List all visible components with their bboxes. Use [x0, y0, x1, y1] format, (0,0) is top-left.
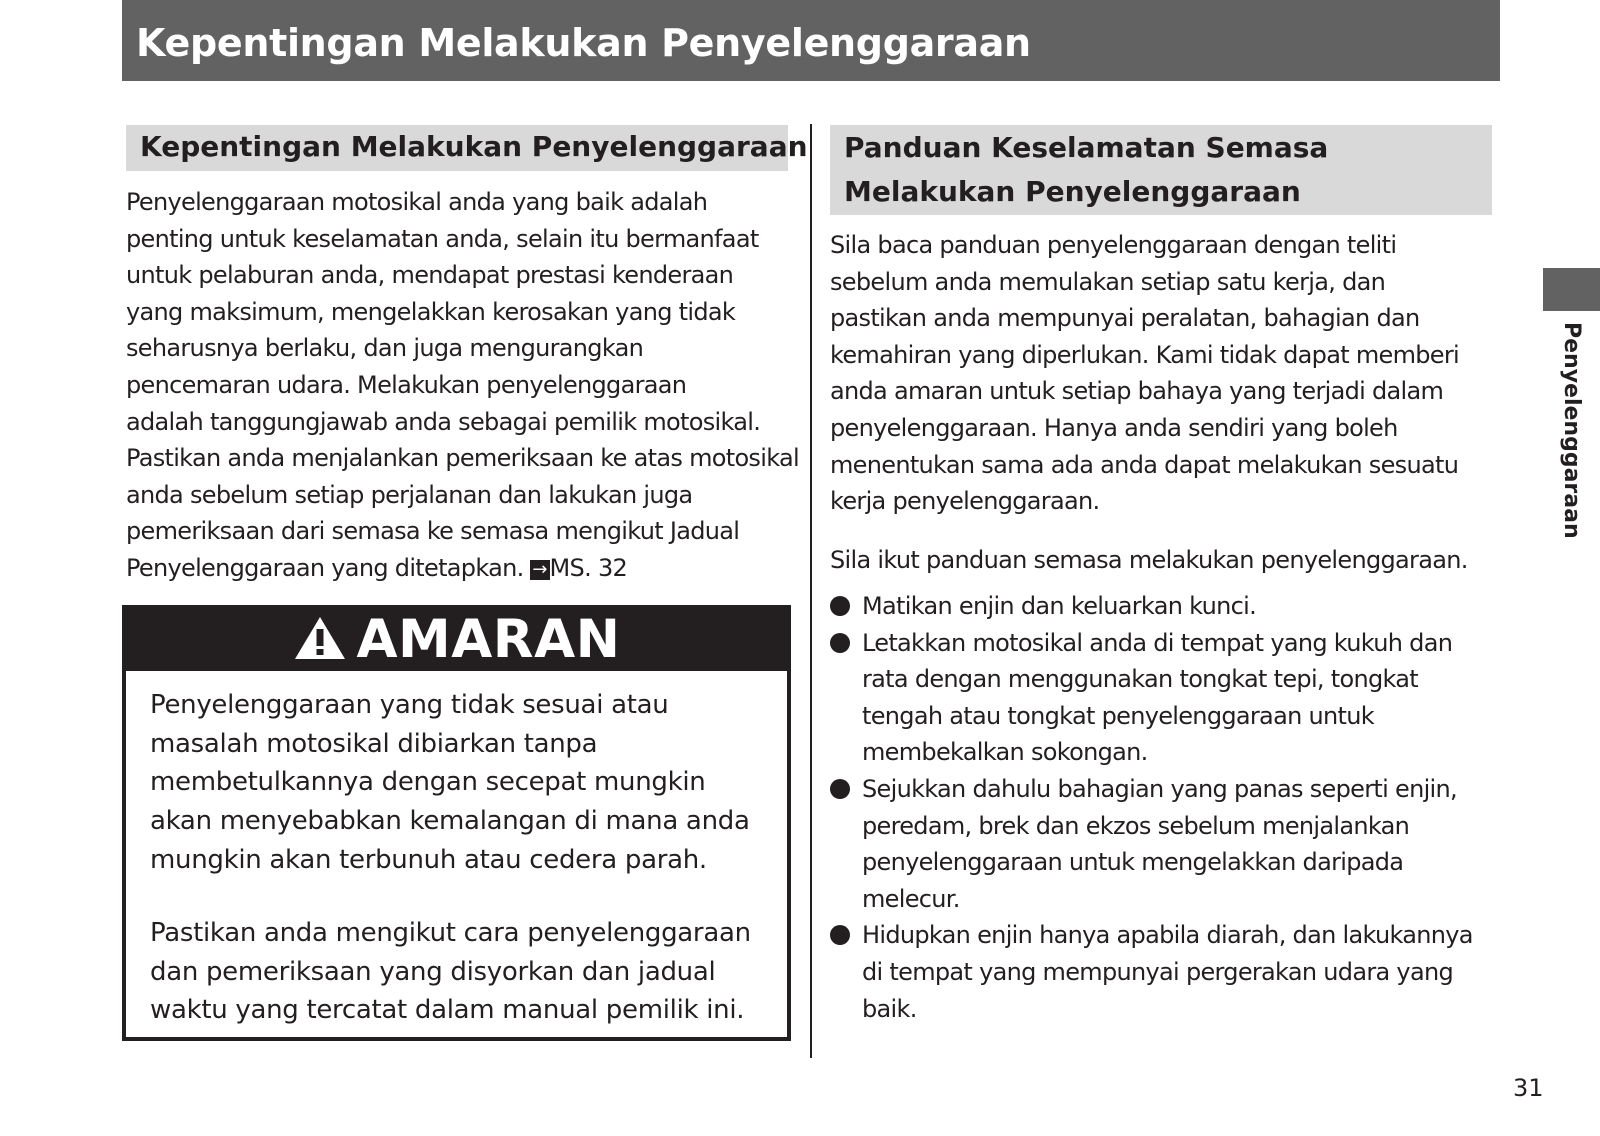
bullet-line: tengah atau tongkat penyelenggaraan untuk [862, 701, 1374, 730]
warning-line: masalah motosikal dibiarkan tanpa [150, 728, 598, 759]
warning-triangle-icon [293, 615, 347, 661]
paragraph-line: anda amaran untuk setiap bahaya yang terjadi dalam [830, 377, 1444, 406]
list-item [830, 588, 1473, 625]
warning-line: membetulkannya dengan secepat mungkin [150, 767, 706, 798]
warning-title: AMARAN [356, 609, 621, 670]
safety-paragraph [830, 227, 1459, 520]
warning-line: akan menyebabkan kemalangan di mana anda [150, 806, 750, 837]
bullet-line: rata dengan menggunakan tongkat tepi, tongkat [862, 665, 1419, 694]
paragraph-line: kemahiran yang diperlukan. Kami tidak dapat memberi [830, 340, 1459, 369]
paragraph-line: penting untuk keselamatan anda, selain itu bermanfaat [126, 224, 759, 253]
section-heading-importance: Kepentingan Melakukan Penyelenggaraan [126, 125, 788, 171]
bullet-icon [830, 779, 850, 799]
warning-line: Pastikan anda mengikut cara penyelenggaraan [150, 918, 751, 948]
chapter-tab-label: Penyelenggaraan [1559, 322, 1584, 539]
bullet-line: Letakkan motosikal anda di tempat yang kukuh dan [862, 628, 1453, 657]
bullet-line: melecur. [862, 884, 960, 913]
paragraph-line: Penyelenggaraan motosikal anda yang baik adalah [126, 188, 708, 216]
warning-line: dan pemeriksaan yang disyorkan dan jadual [150, 956, 716, 987]
warning-box [122, 605, 791, 1041]
paragraph-line: penyelenggaraan. Hanya anda sendiri yang boleh [830, 413, 1398, 442]
list-item [830, 625, 1473, 771]
paragraph-line: pencemaran udara. Melakukan penyelenggaraan [126, 370, 687, 399]
heading-line: Panduan Keselamatan Semasa [844, 131, 1329, 164]
paragraph-line: seharusnya berlaku, dan juga mengurangkan [126, 334, 644, 363]
bullet-line: Matikan enjin dan keluarkan kunci. [862, 592, 1257, 620]
bullet-icon [830, 925, 850, 945]
paragraph-line: untuk pelaburan anda, mendapat prestasi kenderaan [126, 261, 734, 290]
paragraph-line: pemeriksaan dari semasa ke semasa mengikut Jadual [126, 517, 740, 546]
bullet-icon [830, 633, 850, 653]
paragraph-line: sebelum anda memulakan setiap satu kerja, dan [830, 267, 1386, 296]
list-item [830, 917, 1473, 1027]
heading-line: Melakukan Penyelenggaraan [844, 175, 1301, 208]
bullet-line: di tempat yang mempunyai pergerakan udara yang [862, 957, 1453, 986]
importance-paragraph [126, 184, 799, 587]
guidance-intro: Sila ikut panduan semasa melakukan penyelenggaraan. [830, 546, 1468, 574]
list-item [830, 771, 1473, 917]
safety-bullet-list [830, 588, 1473, 1027]
bullet-line: penyelenggaraan untuk mengelakkan daripada [862, 848, 1404, 877]
bullet-icon [830, 596, 850, 616]
page-title: Kepentingan Melakukan Penyelenggaraan [136, 21, 1031, 65]
page-number: 31 [1513, 1074, 1544, 1102]
page-reference[interactable]: MS. 32 [549, 553, 628, 582]
warning-line: Penyelenggaraan yang tidak sesuai atau [150, 690, 669, 720]
bullet-line: Hidupkan enjin hanya apabila diarah, dan lakukannya [862, 921, 1473, 950]
paragraph-line: adalah tanggungjawab anda sebagai pemilik motosikal. [126, 407, 761, 436]
paragraph-line: pastikan anda mempunyai peralatan, bahagian dan [830, 304, 1420, 333]
chapter-tab-marker[interactable] [1543, 268, 1600, 311]
bullet-line: peredam, brek dan ekzos sebelum menjalankan [862, 811, 1410, 840]
warning-paragraph [150, 686, 750, 880]
warning-paragraph [150, 914, 751, 1030]
bullet-line: Sejukkan dahulu bahagian yang panas seperti enjin, [862, 774, 1457, 803]
page-title-bar [122, 0, 1500, 81]
warning-line: waktu yang tercatat dalam manual pemilik ini. [150, 995, 745, 1026]
column-divider [810, 124, 812, 1058]
paragraph-line: Pastikan anda menjalankan pemeriksaan ke atas motosikal [126, 444, 799, 473]
section-heading-safety [830, 125, 1492, 215]
bullet-line: baik. [862, 994, 917, 1023]
paragraph-line: Sila baca panduan penyelenggaraan dengan teliti [830, 231, 1397, 259]
warning-header [126, 609, 787, 671]
paragraph-line-text: Penyelenggaraan yang ditetapkan. [126, 553, 524, 582]
warning-line: mungkin akan terbunuh atau cedera parah. [150, 844, 707, 875]
paragraph-line: menentukan sama ada anda dapat melakukan sesuatu [830, 450, 1459, 479]
paragraph-line: kerja penyelenggaraan. [830, 487, 1100, 516]
paragraph-line: yang maksimum, mengelakkan kerosakan yang tidak [126, 297, 736, 326]
arrow-right-icon: → [530, 560, 550, 580]
paragraph-line: anda sebelum setiap perjalanan dan lakukan juga [126, 480, 693, 509]
bullet-line: membekalkan sokongan. [862, 738, 1148, 767]
paragraph-line [126, 550, 799, 587]
